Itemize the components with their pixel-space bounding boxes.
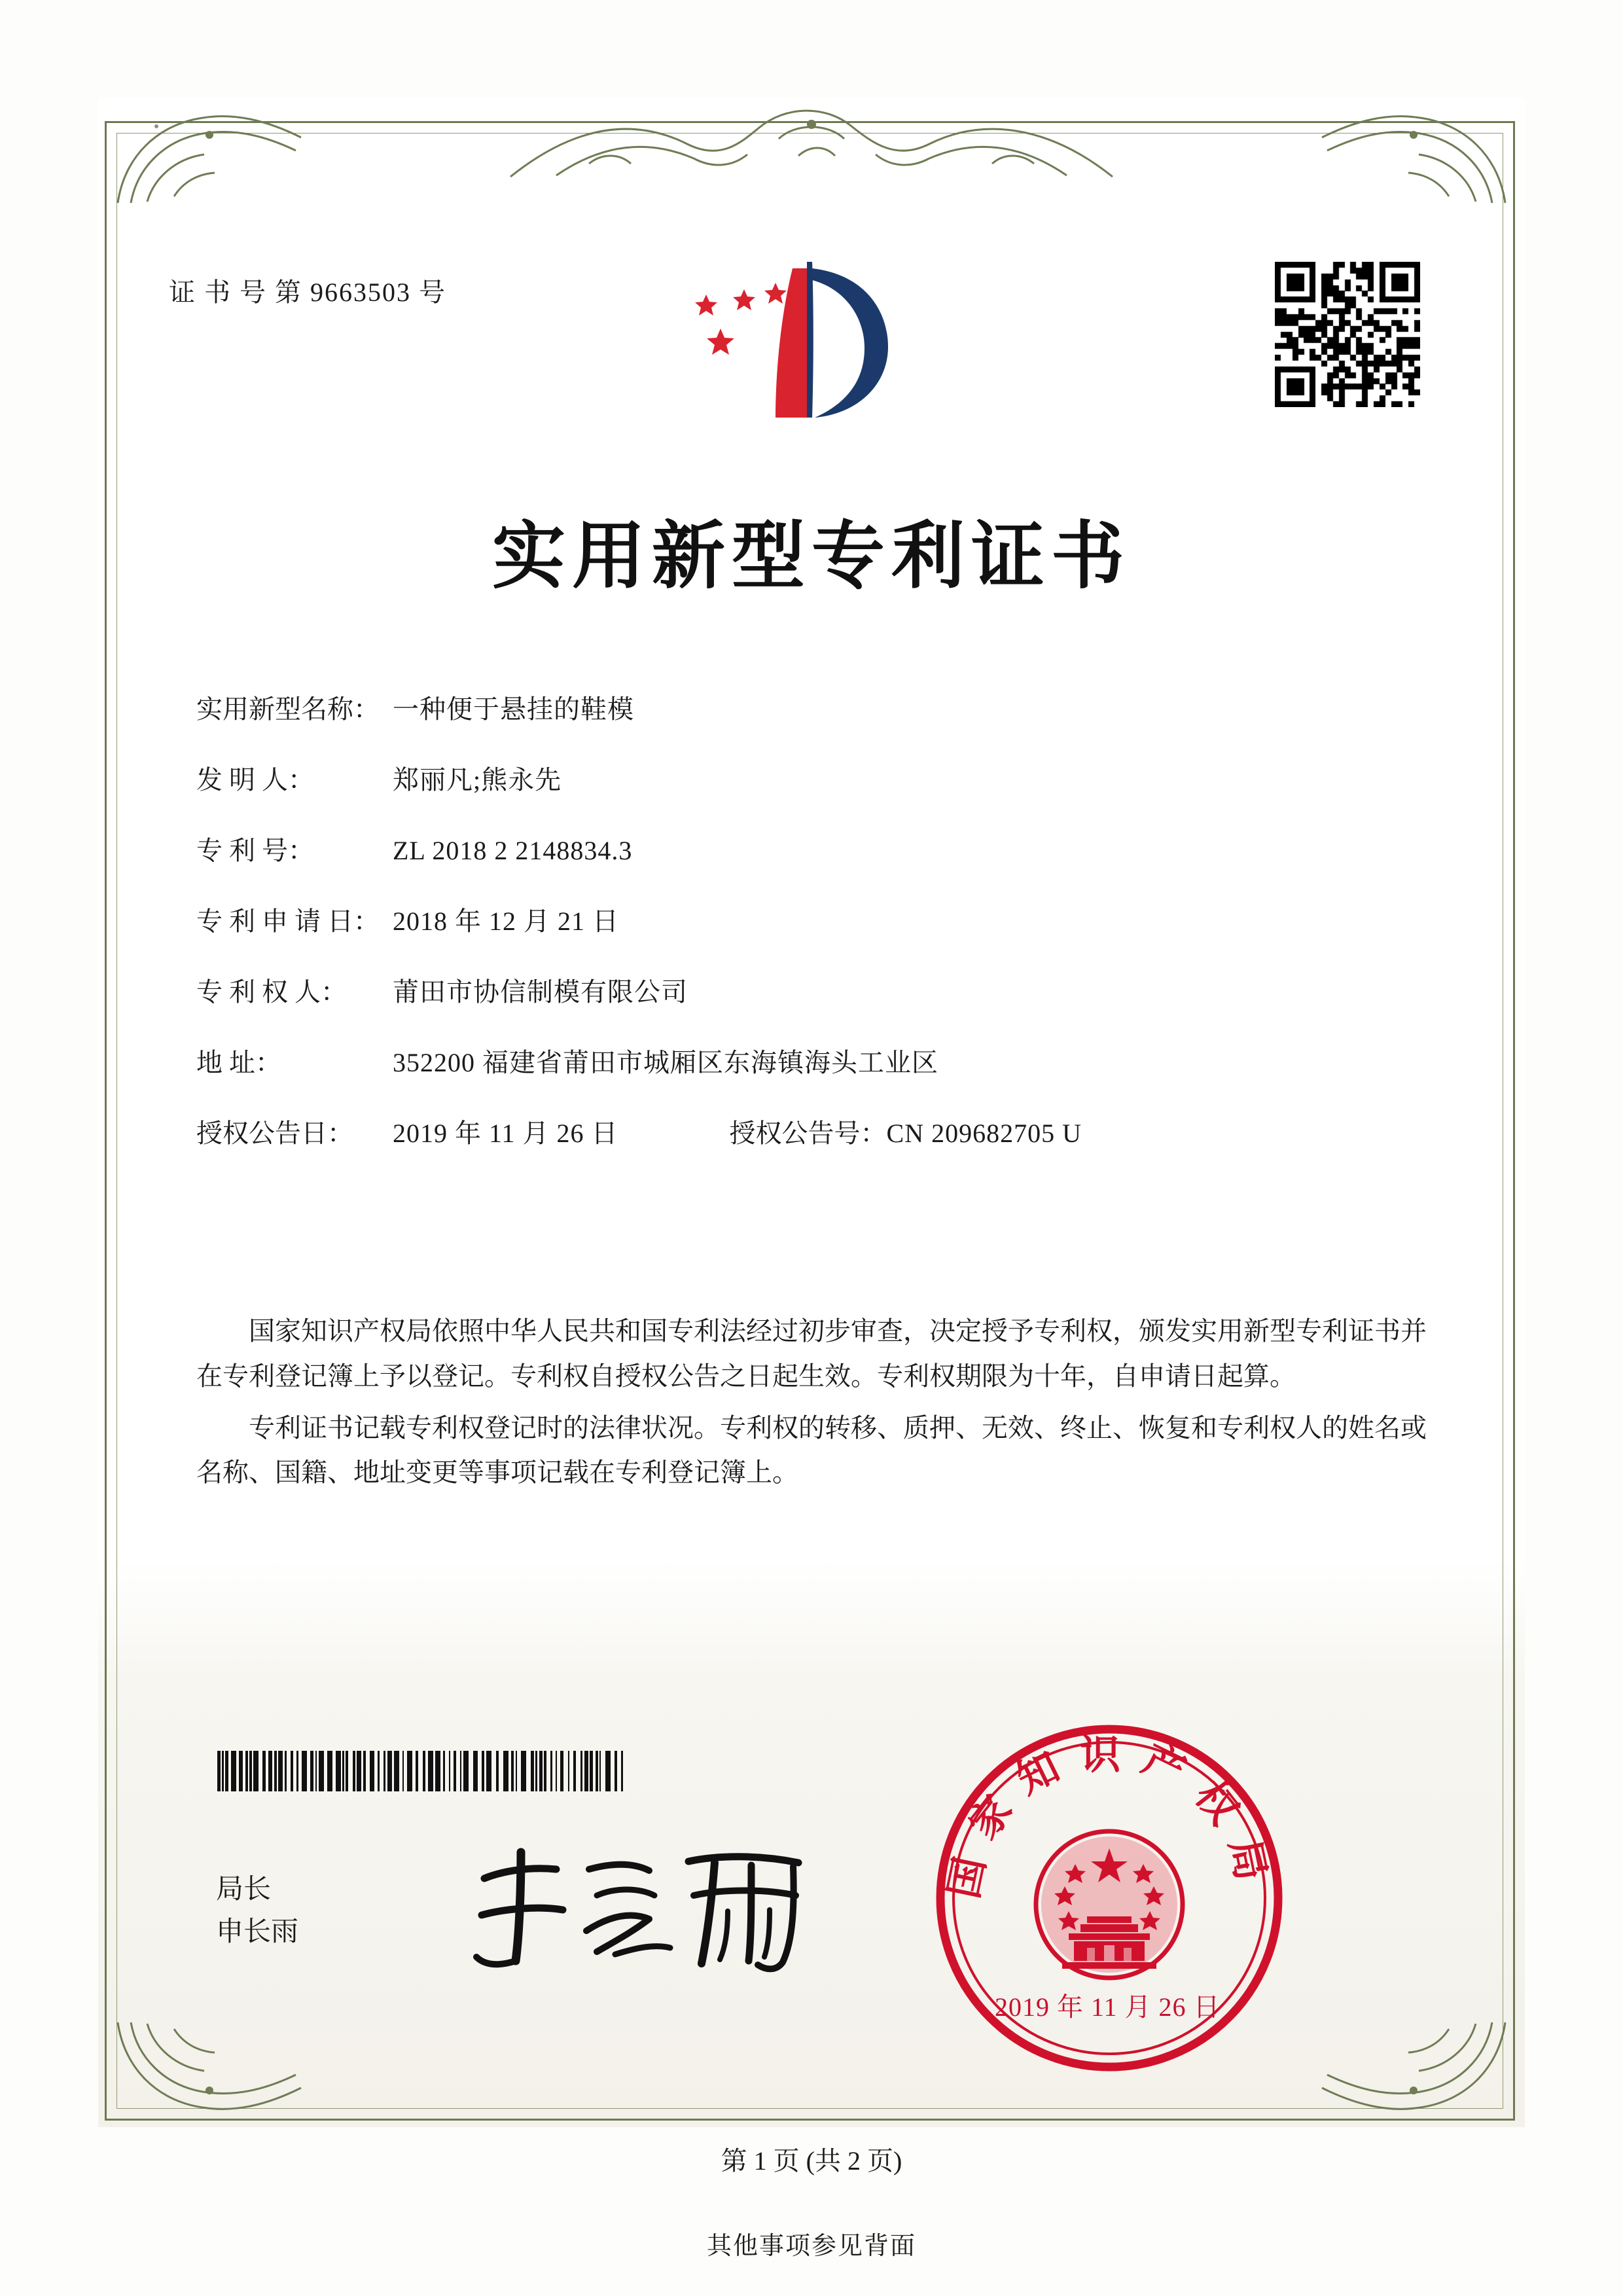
field-row [196, 835, 1440, 867]
corner-ornament-icon [111, 2016, 308, 2127]
field-label: 专 利 号： [196, 836, 314, 865]
top-ornament-icon [497, 98, 1126, 196]
field-value: 2018 年 12 月 21 日 [393, 906, 619, 936]
announcement-row [196, 1118, 1440, 1149]
page-title: 实用新型专利证书 [492, 513, 1131, 599]
legal-paragraph: 国家知识产权局依照中华人民共和国专利法经过初步审查，决定授予专利权，颁发实用新型专利证书并在专利登记簿上予以登记。专利权自授权公告之日起生效。专利权期限为十年，自申请日起算。 [196, 1316, 1427, 1391]
field-row [196, 977, 1440, 1008]
page-speck [154, 124, 158, 128]
field-label: 发 明 人： [196, 765, 314, 795]
field-value: 一种便于悬挂的鞋模 [393, 694, 634, 724]
seal-date: 2019 年 11 月 26 日 [995, 1992, 1221, 2022]
field-value: ZL 2018 2 2148834.3 [393, 836, 633, 865]
announcement-number-label: 授权公告号： [729, 1119, 887, 1148]
legal-text [196, 1309, 1427, 1502]
field-label: 专 利 权 人： [196, 977, 347, 1007]
signature [458, 1833, 838, 1983]
qr-code [1275, 262, 1420, 407]
corner-ornament-icon [111, 98, 308, 209]
field-label: 实用新型名称： [196, 694, 380, 724]
director-name: 申长雨 [216, 1917, 299, 1948]
field-row [196, 906, 1440, 937]
page-number: 第 1 页 (共 2 页) [721, 2146, 902, 2176]
field-row [196, 694, 1440, 725]
footer-note: 其他事项参见背面 [706, 2233, 916, 2260]
cnipa-logo-icon [684, 249, 900, 439]
director-block [216, 1869, 298, 1954]
corner-ornament-icon [1315, 2016, 1512, 2127]
director-title: 局长 [216, 1874, 272, 1905]
barcode [216, 1751, 628, 1791]
svg-text:国家知识产权局: 国家知识产权局 [939, 1730, 1279, 1903]
announcement-date-value: 2019 年 11 月 26 日 [393, 1119, 618, 1148]
announcement-date-label: 授权公告日： [196, 1119, 353, 1148]
field-list [196, 694, 1440, 1189]
legal-paragraph: 专利证书记载专利权登记时的法律状况。专利权的转移、质押、无效、终止、恢复和专利权人的姓名或名称、国籍、地址变更等事项记载在专利登记簿上。 [196, 1412, 1427, 1488]
certificate-number: 证 书 号 第 9663503 号 [169, 278, 446, 307]
field-row [196, 764, 1440, 796]
field-value: 莆田市协信制模有限公司 [393, 977, 688, 1007]
field-label: 专 利 申 请 日： [196, 906, 380, 936]
field-row [196, 1047, 1440, 1079]
announcement-number-value: CN 209682705 U [886, 1119, 1082, 1148]
field-value: 352200 福建省莆田市城厢区东海镇海头工业区 [393, 1048, 938, 1077]
field-label: 地 址： [196, 1048, 281, 1077]
corner-ornament-icon [1315, 98, 1512, 209]
field-value: 郑丽凡;熊永先 [393, 765, 562, 795]
